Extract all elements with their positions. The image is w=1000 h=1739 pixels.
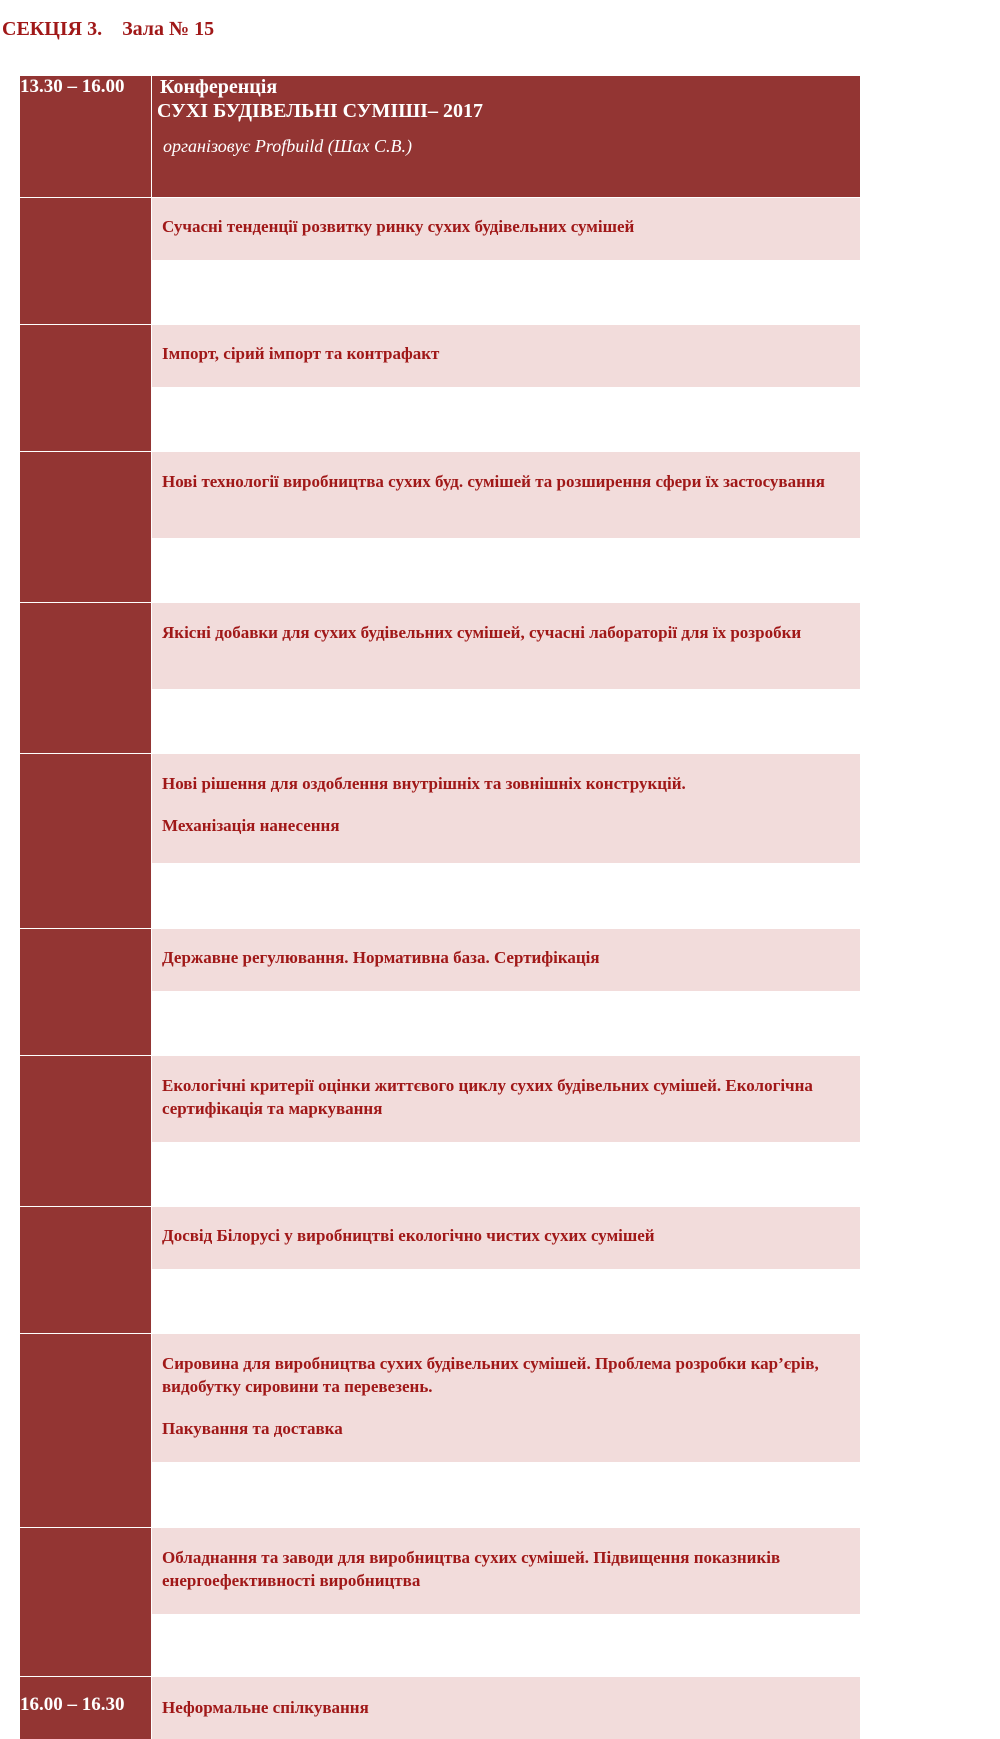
topic-row bbox=[20, 1334, 860, 1528]
schedule-table bbox=[20, 76, 860, 1739]
time-cell bbox=[20, 452, 152, 602]
topic-row bbox=[20, 452, 860, 603]
topic-item: Імпорт, сірий імпорт та контрафакт bbox=[152, 325, 860, 387]
topic-row bbox=[20, 603, 860, 754]
time-cell bbox=[20, 754, 152, 928]
time-range: 16.00 – 16.30 bbox=[20, 1694, 125, 1715]
topic-item: Сучасні тенденції розвитку ринку сухих будівельних сумішей bbox=[152, 198, 860, 260]
informal-networking: Неформальне спілкування bbox=[152, 1677, 860, 1739]
topic-item: Державне регулювання. Нормативна база. Сертифікація bbox=[152, 929, 860, 991]
conference-header bbox=[152, 76, 860, 197]
topic-row bbox=[20, 1207, 860, 1334]
conference-header-row bbox=[20, 76, 860, 198]
conference-organizer: організовує Profbuild (Шах С.В.) bbox=[163, 136, 412, 156]
topic-item: Нові технології виробництва сухих буд. сумішей та розширення сфери їх застосування bbox=[152, 452, 860, 538]
time-cell bbox=[20, 1677, 152, 1739]
topic-row bbox=[20, 325, 860, 452]
topic-item: Обладнання та заводи для виробництва сухих сумішей. Підвищення показників енергоефективності виробництва bbox=[152, 1528, 860, 1614]
topic-item: Екологічні критерії оцінки життєвого циклу сухих будівельних сумішей. Екологічна сертифікація та маркування bbox=[152, 1056, 860, 1142]
topic-row bbox=[20, 198, 860, 325]
topic-item: Якісні добавки для сухих будівельних сумішей, сучасні лабораторії для їх розробки bbox=[152, 603, 860, 689]
time-cell bbox=[20, 1056, 152, 1206]
topic-row bbox=[20, 929, 860, 1056]
topic-item: Сировина для виробництва сухих будівельних сумішей. Проблема розробки кар’єрів, видобутку сировини та перевезень. Пакування та доставка bbox=[152, 1334, 860, 1462]
final-row bbox=[20, 1677, 860, 1739]
time-cell bbox=[20, 603, 152, 753]
topic-row bbox=[20, 754, 860, 929]
section-title: СЕКЦІЯ 3. Зала № 15 bbox=[2, 18, 215, 40]
topic-row bbox=[20, 1056, 860, 1207]
topic-item: Досвід Білорусі у виробництві екологічно чистих сухих сумішей bbox=[152, 1207, 860, 1269]
conference-label: Конференція bbox=[160, 76, 278, 98]
time-cell bbox=[20, 198, 152, 324]
topic-item: Нові рішення для оздоблення внутрішніх та зовнішніх конструкцій. Механізація нанесення bbox=[152, 754, 860, 863]
time-cell bbox=[20, 325, 152, 451]
time-range: 13.30 – 16.00 bbox=[20, 76, 125, 97]
time-cell bbox=[20, 1528, 152, 1676]
conference-title: СУХІ БУДІВЕЛЬНІ СУМІШІ– 2017 bbox=[157, 100, 483, 122]
topic-row bbox=[20, 1528, 860, 1677]
time-cell bbox=[20, 1207, 152, 1333]
time-cell bbox=[20, 929, 152, 1055]
time-cell bbox=[20, 1334, 152, 1527]
time-cell bbox=[20, 76, 152, 197]
